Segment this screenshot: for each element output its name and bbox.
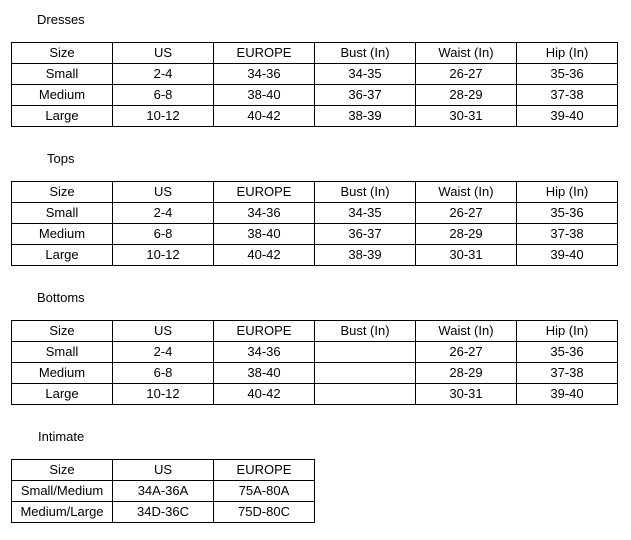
table-cell: 6-8 [113, 85, 214, 106]
table-row [12, 106, 618, 127]
table-cell [315, 363, 416, 384]
header-cell: US [113, 321, 214, 342]
table-cell: 28-29 [416, 363, 517, 384]
table-cell: 35-36 [517, 342, 618, 363]
table-cell: 34-36 [214, 203, 315, 224]
table-header-row [12, 182, 618, 203]
table-header-row [12, 43, 618, 64]
table-cell: Medium [12, 224, 113, 245]
header-cell: US [113, 182, 214, 203]
table-cell: 39-40 [517, 106, 618, 127]
header-cell: Hip (In) [517, 321, 618, 342]
header-cell: Waist (In) [416, 43, 517, 64]
table-cell: Small [12, 203, 113, 224]
table-cell: 30-31 [416, 384, 517, 405]
header-cell: EUROPE [214, 182, 315, 203]
table-cell: 37-38 [517, 85, 618, 106]
header-cell: Waist (In) [416, 321, 517, 342]
table-cell: 2-4 [113, 64, 214, 85]
table-header-row [12, 460, 315, 481]
table-cell [315, 384, 416, 405]
table-cell: 34-36 [214, 342, 315, 363]
table-cell: 10-12 [113, 245, 214, 266]
header-cell: Waist (In) [416, 182, 517, 203]
table-cell: 38-39 [315, 245, 416, 266]
header-cell: Hip (In) [517, 182, 618, 203]
section-title-bottoms: Bottoms [37, 290, 85, 305]
table-cell: 40-42 [214, 245, 315, 266]
table-cell: 34-35 [315, 64, 416, 85]
header-cell: Size [12, 182, 113, 203]
table-cell: Medium [12, 363, 113, 384]
table-cell: 30-31 [416, 245, 517, 266]
section-title-tops: Tops [47, 151, 75, 166]
size-table-intimate [11, 459, 315, 523]
table-cell: 37-38 [517, 363, 618, 384]
table-cell: Small/Medium [12, 481, 113, 502]
size-table-bottoms [11, 320, 618, 405]
table-cell: 38-40 [214, 224, 315, 245]
table-row [12, 502, 315, 523]
table-cell: 28-29 [416, 224, 517, 245]
size-table-tops [11, 181, 618, 266]
header-cell: Bust (In) [315, 182, 416, 203]
table-cell: Large [12, 384, 113, 405]
size-table-dresses [11, 42, 618, 127]
table-row [12, 64, 618, 85]
table-cell: 35-36 [517, 203, 618, 224]
section-title-dresses: Dresses [37, 12, 85, 27]
table-cell: 75A-80A [214, 481, 315, 502]
table-cell: Medium [12, 85, 113, 106]
table-cell: 40-42 [214, 384, 315, 405]
table-cell: 26-27 [416, 203, 517, 224]
header-cell: Size [12, 321, 113, 342]
table-cell: 34D-36C [113, 502, 214, 523]
table-cell: 10-12 [113, 106, 214, 127]
header-cell: Hip (In) [517, 43, 618, 64]
table-cell: 38-39 [315, 106, 416, 127]
table-row [12, 85, 618, 106]
table-cell: Small [12, 64, 113, 85]
header-cell: Bust (In) [315, 43, 416, 64]
table-cell: 6-8 [113, 224, 214, 245]
table-cell: 34-35 [315, 203, 416, 224]
table-cell: 37-38 [517, 224, 618, 245]
table-row [12, 342, 618, 363]
table-row [12, 245, 618, 266]
table-cell: 26-27 [416, 64, 517, 85]
table-cell: 75D-80C [214, 502, 315, 523]
table-row [12, 481, 315, 502]
table-cell: 38-40 [214, 85, 315, 106]
table-cell: 40-42 [214, 106, 315, 127]
table-cell: 30-31 [416, 106, 517, 127]
table-cell: 35-36 [517, 64, 618, 85]
table-row [12, 384, 618, 405]
table-cell: 10-12 [113, 384, 214, 405]
header-cell: EUROPE [214, 321, 315, 342]
table-row [12, 224, 618, 245]
table-cell [315, 342, 416, 363]
table-row [12, 363, 618, 384]
table-cell: 39-40 [517, 245, 618, 266]
table-cell: 36-37 [315, 85, 416, 106]
section-title-intimate: Intimate [38, 429, 85, 444]
table-cell: 26-27 [416, 342, 517, 363]
table-cell: 34A-36A [113, 481, 214, 502]
header-cell: EUROPE [214, 460, 315, 481]
table-cell: 6-8 [113, 363, 214, 384]
table-cell: 36-37 [315, 224, 416, 245]
table-cell: 2-4 [113, 342, 214, 363]
table-cell: Medium/Large [12, 502, 113, 523]
header-cell: EUROPE [214, 43, 315, 64]
table-cell: 34-36 [214, 64, 315, 85]
table-cell: Small [12, 342, 113, 363]
header-cell: Size [12, 460, 113, 481]
table-row [12, 203, 618, 224]
table-cell: Large [12, 245, 113, 266]
table-cell: Large [12, 106, 113, 127]
header-cell: US [113, 43, 214, 64]
table-header-row [12, 321, 618, 342]
table-cell: 38-40 [214, 363, 315, 384]
table-cell: 2-4 [113, 203, 214, 224]
table-cell: 28-29 [416, 85, 517, 106]
table-cell: 39-40 [517, 384, 618, 405]
header-cell: Size [12, 43, 113, 64]
header-cell: US [113, 460, 214, 481]
header-cell: Bust (In) [315, 321, 416, 342]
